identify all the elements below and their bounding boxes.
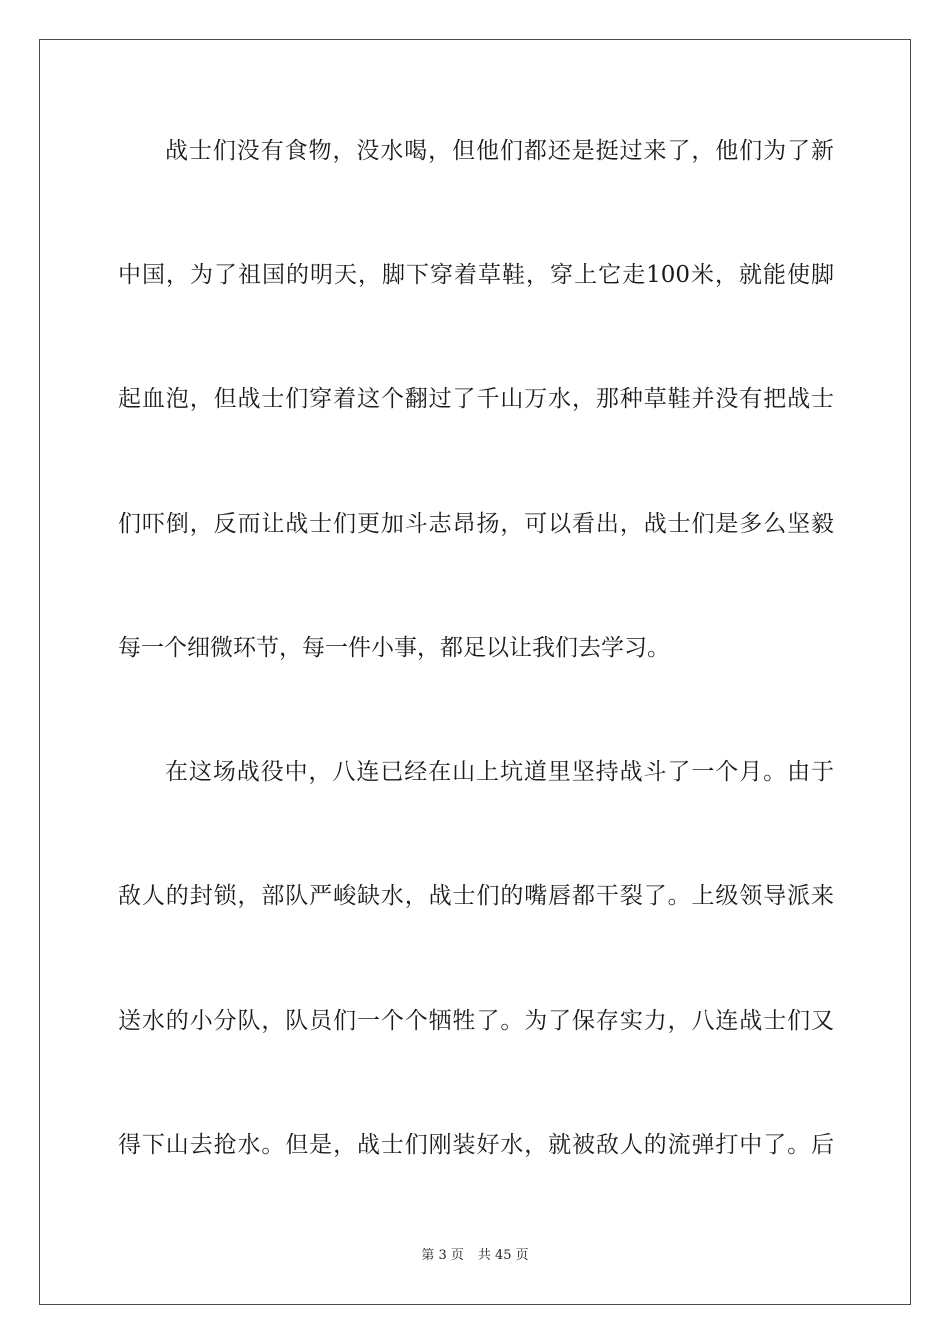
paragraph-1-line-3: 起血泡，但战士们穿着这个翻过了千山万水，那种草鞋并没有把战士 (118, 386, 834, 412)
page-border (39, 39, 911, 1305)
paragraph-1-line-1: 战士们没有食物，没水喝，但他们都还是挺过来了，他们为了新 (165, 138, 834, 164)
paragraph-2-line-2: 敌人的封锁，部队严峻缺水，战士们的嘴唇都干裂了。上级领导派来 (118, 883, 834, 909)
page-footer (0, 1247, 950, 1265)
paragraph-2-line-3: 送水的小分队，队员们一个个牺牲了。为了保存实力，八连战士们又 (118, 1008, 834, 1034)
paragraph-1-line-5: 每一个细微环节，每一件小事，都足以让我们去学习。 (118, 635, 670, 661)
paragraph-2-line-1: 在这场战役中，八连已经在山上坑道里坚持战斗了一个月。由于 (165, 759, 834, 785)
paragraph-1-line-4: 们吓倒，反而让战士们更加斗志昂扬，可以看出，战士们是多么坚毅 (118, 511, 834, 537)
paragraph-2-line-4: 得下山去抢水。但是，战士们刚装好水，就被敌人的流弹打中了。后 (118, 1132, 834, 1158)
paragraph-1-line-2: 中国，为了祖国的明天，脚下穿着草鞋，穿上它走100米，就能使脚 (118, 262, 834, 288)
page-total: 共 45 页 (477, 1248, 529, 1263)
page-number: 第 3 页 (421, 1248, 464, 1263)
